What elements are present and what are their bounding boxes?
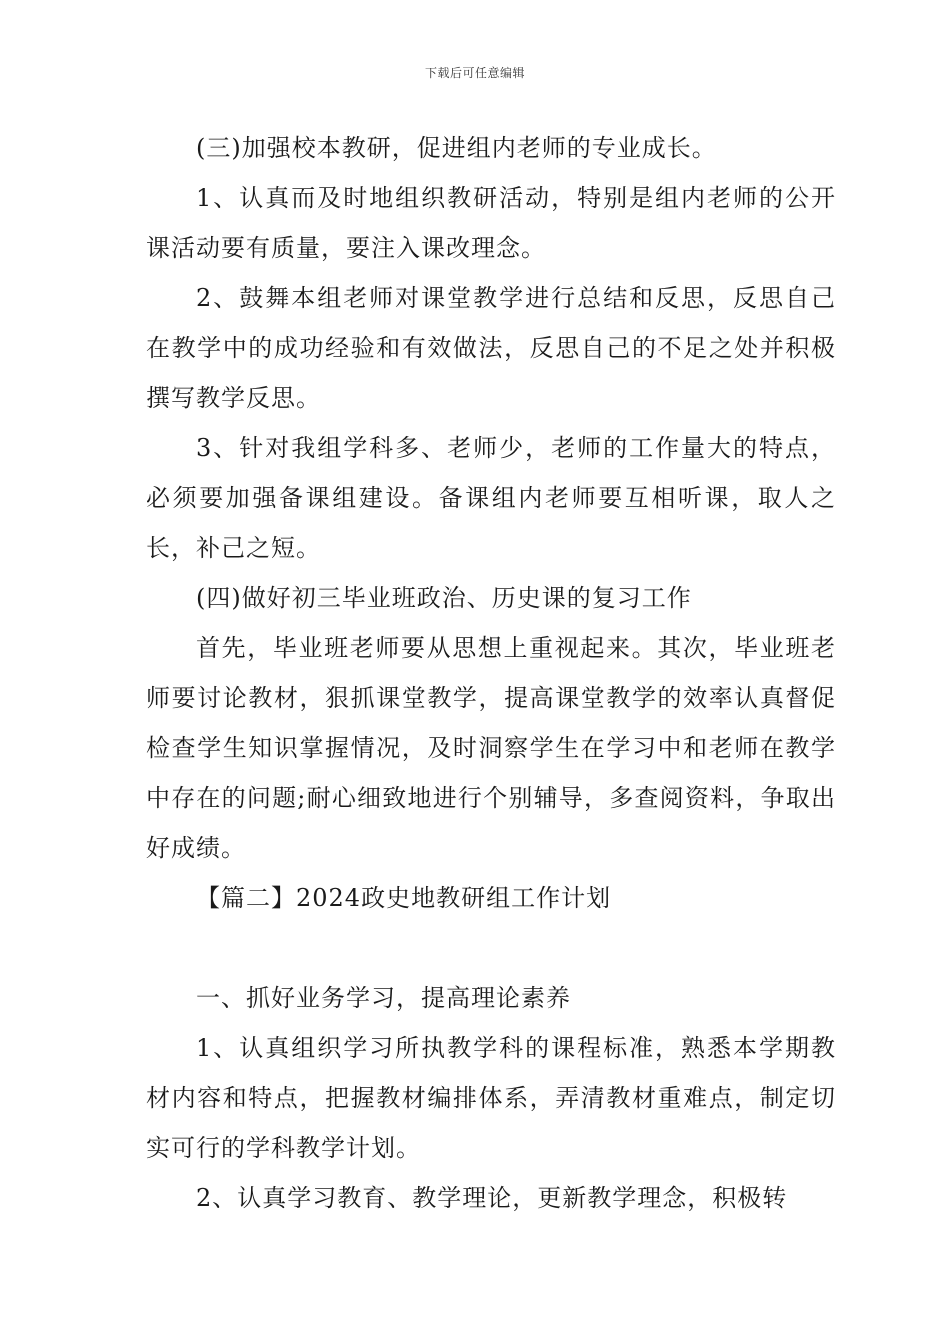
paragraph-item-3: 3、针对我组学科多、老师少，老师的工作量大的特点，必须要加强备课组建设。备课组内老师要互相听课，取人之长，补己之短。 bbox=[146, 434, 836, 562]
section-heading-three: (三)加强校本教研，促进组内老师的专业成长。 bbox=[196, 134, 717, 162]
blank-line bbox=[146, 923, 836, 973]
chapter-two-title: 【篇二】2024政史地教研组工作计划 bbox=[196, 884, 612, 912]
section-heading-one: 一、抓好业务学习，提高理论素养 bbox=[196, 984, 571, 1012]
page-header-note: 下载后可任意编辑 bbox=[424, 66, 525, 80]
paragraph-study-item-2: 2、认真学习教育、教学理论，更新教学理念，积极转 bbox=[196, 1184, 788, 1212]
document-body bbox=[146, 123, 836, 1223]
paragraph-item-2: 2、鼓舞本组老师对课堂教学进行总结和反思，反思自己在教学中的成功经验和有效做法，反思自己的不足之处并积极撰写教学反思。 bbox=[146, 284, 836, 412]
paragraph-item-1: 1、认真而及时地组织教研活动，特别是组内老师的公开课活动要有质量，要注入课改理念。 bbox=[146, 184, 836, 262]
section-heading-four: (四)做好初三毕业班政治、历史课的复习工作 bbox=[196, 584, 692, 612]
paragraph-study-item-1: 1、认真组织学习所执教学科的课程标准，熟悉本学期教材内容和特点，把握教材编排体系，弄清教材重难点，制定切实可行的学科教学计划。 bbox=[146, 1034, 836, 1162]
paragraph-review-work: 首先，毕业班老师要从思想上重视起来。其次，毕业班老师要讨论教材，狠抓课堂教学，提高课堂教学的效率认真督促检查学生知识掌握情况，及时洞察学生在学习中和老师在教学中存在的问题;耐心细致地进行个别辅导，多查阅资料，争取出好成绩。 bbox=[146, 634, 836, 862]
